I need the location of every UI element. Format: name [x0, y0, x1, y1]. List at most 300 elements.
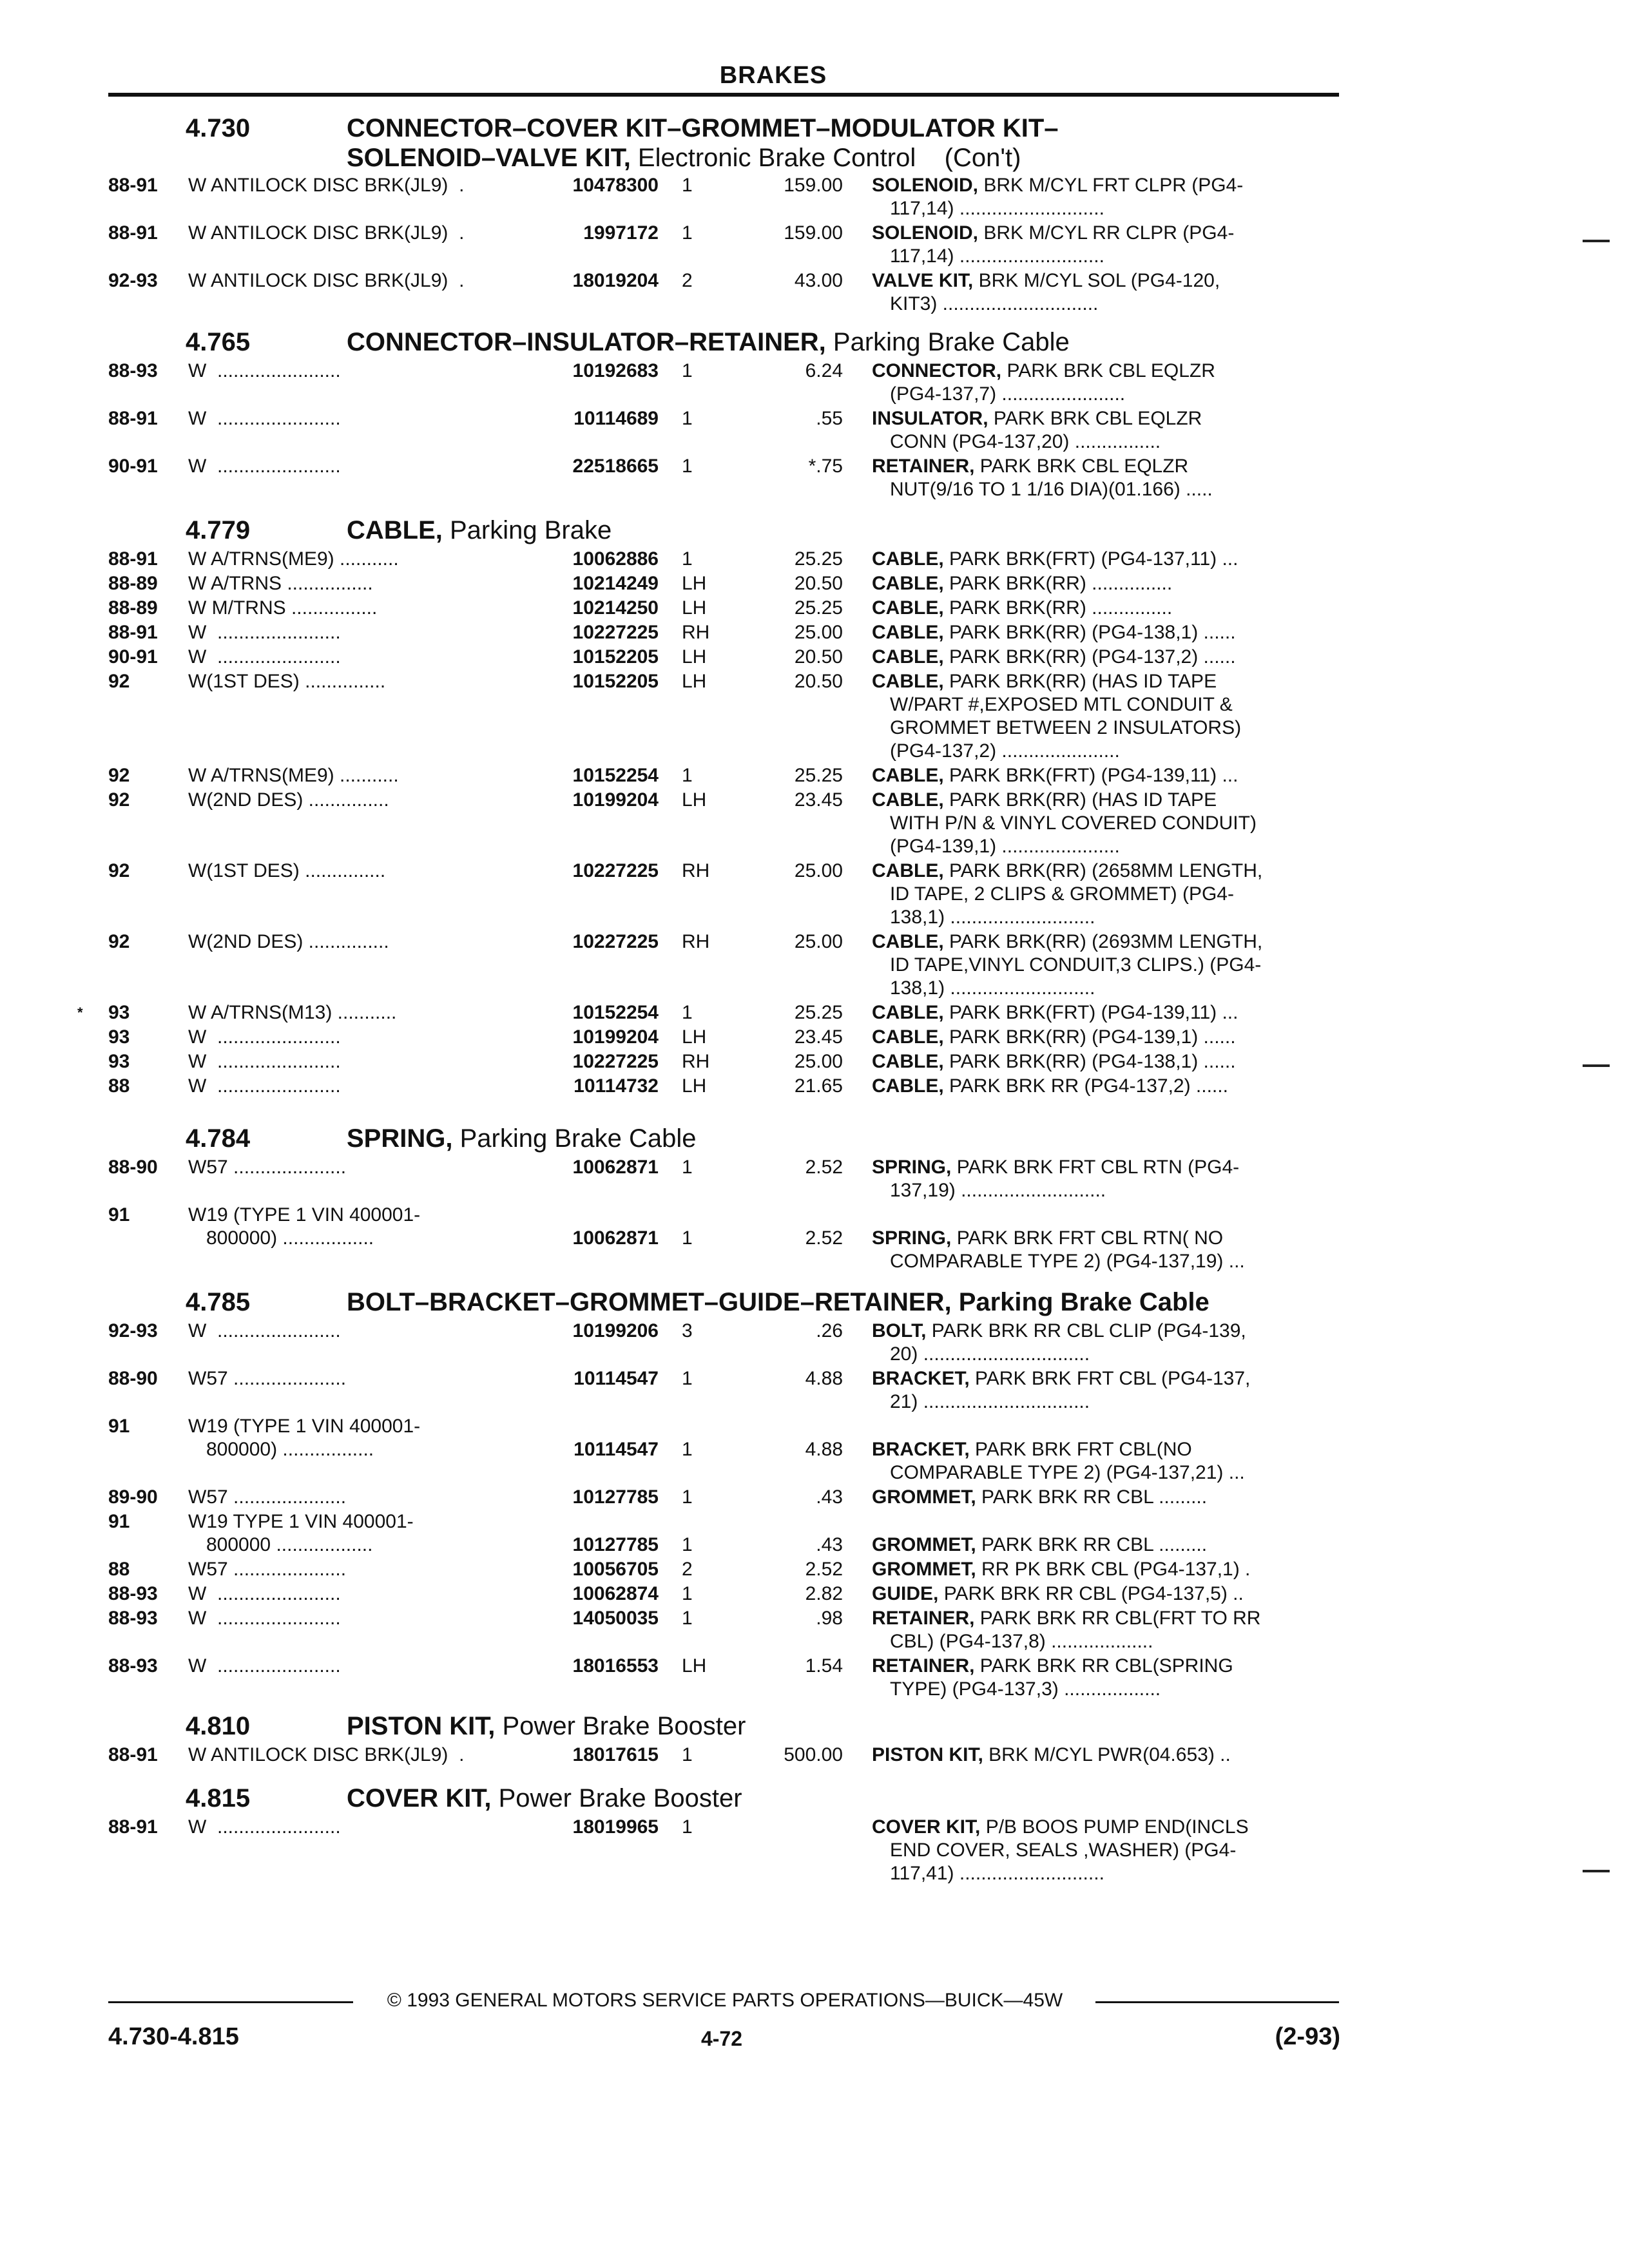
part-description — [872, 572, 1342, 595]
section-title-rest: Parking Brake Cable — [825, 328, 1070, 356]
part-name: CABLE, — [872, 789, 944, 811]
description-text: PARK BRK(FRT) (PG4-139,11) ... — [949, 1002, 1239, 1023]
part-description — [872, 1001, 1342, 1024]
part-name: SOLENOID, — [872, 222, 979, 244]
part-number: 10152205 — [572, 671, 659, 692]
part-number: 10056705 — [572, 1559, 659, 1580]
quantity: RH — [682, 931, 710, 952]
description-line: 137,19) ........................... — [890, 1180, 1106, 1201]
section-heading — [108, 1711, 1339, 1744]
part-name: CABLE, — [872, 597, 944, 619]
model-usage-line: W ....................... — [188, 360, 341, 381]
description-line — [872, 1075, 1342, 1098]
model-usage-line: W ANTILOCK DISC BRK(JL9) . — [188, 222, 470, 244]
part-row — [108, 1510, 1339, 1558]
part-description — [872, 764, 1342, 787]
part-number: 10114547 — [574, 1368, 659, 1389]
description-line: TYPE) (PG4-137,3) .................. — [890, 1678, 1161, 1700]
description-line: 21) ............................... — [890, 1391, 1090, 1412]
quantity: 1 — [682, 1608, 693, 1629]
description-line: 117,14) ........................... — [890, 198, 1104, 219]
section-title-rest: Power Brake Booster — [495, 1712, 746, 1740]
part-number: 10062886 — [572, 548, 659, 570]
part-name: CABLE, — [872, 931, 944, 952]
description-text: PARK BRK FRT CBL RTN (PG4- — [956, 1157, 1240, 1178]
quantity: LH — [682, 671, 707, 692]
model-usage-line: W ....................... — [188, 1026, 341, 1048]
part-description — [872, 174, 1342, 220]
quantity: 1 — [682, 1583, 693, 1604]
quantity: 1 — [682, 1744, 693, 1765]
section-4-765 — [108, 327, 1339, 503]
quantity: 1 — [682, 765, 693, 786]
model-usage-line: W19 (TYPE 1 VIN 400001- — [188, 1416, 421, 1437]
part-description — [872, 455, 1342, 501]
quantity: LH — [682, 1655, 707, 1677]
part-number: 10192683 — [572, 360, 659, 381]
description-text: PARK BRK FRT CBL (PG4-137, — [975, 1368, 1251, 1389]
price: 20.50 — [794, 646, 843, 668]
part-number: 10062871 — [572, 1227, 659, 1249]
description-line — [872, 174, 1342, 197]
section-heading — [108, 1287, 1339, 1320]
description-text: PARK BRK(RR) ............... — [949, 573, 1173, 594]
section-title — [347, 1783, 1313, 1813]
part-description — [872, 548, 1342, 571]
model-years: 88-93 — [108, 1583, 158, 1604]
model-years: 90-91 — [108, 646, 158, 668]
description-text: PARK BRK(RR) (PG4-139,1) ...... — [949, 1026, 1236, 1048]
description-line — [872, 789, 1342, 812]
part-row — [108, 670, 1339, 764]
change-marker: * — [77, 1004, 83, 1021]
model-usage-line: W A/TRNS(ME9) ........... — [188, 765, 399, 786]
part-name: RETAINER, — [872, 456, 975, 477]
description-text: PARK BRK(RR) ............... — [949, 597, 1173, 619]
description-text: BRK M/CYL RR CLPR (PG4- — [983, 222, 1235, 244]
price: 6.24 — [805, 360, 843, 381]
model-years: 90-91 — [108, 456, 158, 477]
model-years: 88 — [108, 1559, 130, 1580]
part-row — [77, 1001, 1339, 1026]
part-row — [108, 1582, 1339, 1607]
part-description — [872, 1050, 1342, 1073]
model-years: 92-93 — [108, 270, 158, 291]
part-number: 18016553 — [572, 1655, 659, 1677]
price: 500.00 — [784, 1744, 843, 1765]
part-number: 10062871 — [572, 1157, 659, 1178]
description-line — [872, 1001, 1342, 1024]
description-line — [872, 1816, 1342, 1839]
model-usage-line: W A/TRNS ................ — [188, 573, 373, 594]
description-line — [872, 360, 1342, 383]
section-number: 4.810 — [186, 1712, 251, 1740]
section-title-rest: Electronic Brake Control (Con't) — [630, 144, 1021, 172]
section-title — [347, 1711, 1313, 1741]
part-description — [872, 407, 1342, 454]
description-line — [872, 1227, 1342, 1250]
footer-copyright: © 1993 GENERAL MOTORS SERVICE PARTS OPERATIONS—BUICK—45W — [387, 1990, 1063, 2011]
description-line — [872, 1486, 1342, 1509]
description-line — [872, 572, 1342, 595]
description-text: PARK BRK RR CBL(FRT TO RR — [979, 1608, 1261, 1629]
section-heading — [108, 515, 1339, 548]
description-line: (PG4-137,7) ....................... — [890, 383, 1126, 405]
section-number: 4.730 — [186, 114, 251, 142]
part-description — [872, 1156, 1342, 1202]
quantity: 1 — [682, 1002, 693, 1023]
model-years: 88-91 — [108, 175, 158, 196]
price: 25.25 — [794, 597, 843, 619]
part-name: BOLT, — [872, 1320, 927, 1341]
model-years: 92-93 — [108, 1320, 158, 1341]
price: 159.00 — [784, 175, 843, 196]
model-years: 93 — [108, 1002, 130, 1023]
description-text: PARK BRK RR CBL ......... — [981, 1534, 1208, 1555]
model-usage-line: W ....................... — [188, 1608, 341, 1629]
part-number: 10478300 — [572, 175, 659, 196]
section-4-815 — [108, 1783, 1339, 1887]
section-heading — [108, 1124, 1339, 1156]
model-usage-line: W ANTILOCK DISC BRK(JL9) . — [188, 1744, 470, 1765]
description-line — [872, 597, 1342, 620]
model-years: 88-90 — [108, 1157, 158, 1178]
part-number: 10199206 — [572, 1320, 659, 1341]
section-4-730 — [108, 113, 1339, 317]
price: 2.82 — [805, 1583, 843, 1604]
description-line — [872, 1582, 1342, 1606]
part-description — [872, 621, 1342, 644]
model-usage-line: W ....................... — [188, 622, 341, 643]
part-name: RETAINER, — [872, 1608, 975, 1629]
price: .55 — [816, 408, 843, 429]
price: 23.45 — [794, 789, 843, 811]
part-description — [872, 360, 1342, 406]
part-name: BRACKET, — [872, 1368, 970, 1389]
description-line: 117,41) ........................... — [890, 1863, 1104, 1884]
part-name: VALVE KIT, — [872, 270, 974, 291]
model-usage-line: W A/TRNS(ME9) ........... — [188, 548, 399, 570]
model-years: 88-93 — [108, 360, 158, 381]
part-description — [872, 670, 1342, 763]
description-line: WITH P/N & VINYL COVERED CONDUIT) — [890, 812, 1257, 834]
part-name: INSULATOR, — [872, 408, 988, 429]
description-line: GROMMET BETWEEN 2 INSULATORS) — [890, 717, 1242, 738]
part-row — [108, 360, 1339, 407]
footer-section-range: 4.730-4.815 — [108, 2023, 239, 2050]
price: .26 — [816, 1320, 843, 1341]
part-row — [108, 222, 1339, 269]
part-name: CABLE, — [872, 622, 944, 643]
price: 2.52 — [805, 1559, 843, 1580]
description-line — [872, 670, 1342, 693]
description-line — [872, 222, 1342, 245]
quantity: 2 — [682, 270, 693, 291]
part-name: CABLE, — [872, 860, 944, 881]
quantity: 1 — [682, 1157, 693, 1178]
section-heading — [108, 113, 1339, 174]
price: 2.52 — [805, 1227, 843, 1249]
model-years: 92 — [108, 931, 130, 952]
description-line: (PG4-139,1) ...................... — [890, 836, 1120, 857]
part-name: CABLE, — [872, 573, 944, 594]
part-number: 10227225 — [572, 860, 659, 881]
description-line — [872, 407, 1342, 430]
model-usage-line: W19 (TYPE 1 VIN 400001- — [188, 1204, 421, 1225]
part-description — [872, 222, 1342, 268]
description-line: 138,1) ........................... — [890, 977, 1095, 999]
part-description — [872, 1075, 1342, 1098]
page-title: BRAKES — [719, 62, 827, 89]
section-title-rest: Parking Brake Cable — [452, 1124, 697, 1153]
description-line — [872, 860, 1342, 883]
price: .43 — [816, 1486, 843, 1508]
description-line: (PG4-137,2) ...................... — [890, 740, 1120, 762]
description-text: BRK M/CYL FRT CLPR (PG4- — [983, 175, 1244, 196]
part-row — [108, 548, 1339, 572]
quantity: 3 — [682, 1320, 693, 1341]
price: .43 — [816, 1534, 843, 1555]
part-description — [872, 1227, 1342, 1273]
price: 25.25 — [794, 765, 843, 786]
model-usage-line: W ....................... — [188, 646, 341, 668]
section-number: 4.815 — [186, 1784, 251, 1812]
quantity: 1 — [682, 1816, 693, 1838]
part-description — [872, 597, 1342, 620]
description-line — [872, 646, 1342, 669]
model-usage-line: W(2ND DES) ............... — [188, 789, 389, 811]
description-text: PARK BRK(RR) (PG4-138,1) ...... — [949, 622, 1236, 643]
description-line: ID TAPE,VINYL CONDUIT,3 CLIPS.) (PG4- — [890, 954, 1262, 975]
part-number: 10214250 — [572, 597, 659, 619]
part-name: COVER KIT, — [872, 1816, 981, 1838]
model-usage-line: W M/TRNS ................ — [188, 597, 378, 619]
model-usage-line: W57 ..................... — [188, 1368, 347, 1389]
description-line: KIT3) ............................. — [890, 293, 1099, 314]
model-years: 91 — [108, 1416, 130, 1437]
model-years: 92 — [108, 860, 130, 881]
section-4-784 — [108, 1124, 1339, 1274]
model-usage-line: W(1ST DES) ............... — [188, 860, 386, 881]
description-line: COMPARABLE TYPE 2) (PG4-137,21) ... — [890, 1462, 1245, 1483]
description-line: COMPARABLE TYPE 2) (PG4-137,19) ... — [890, 1251, 1245, 1272]
section-title-bold: CONNECTOR–COVER KIT–GROMMET–MODULATOR KIT– — [347, 114, 1059, 142]
section-title-bold: BOLT–BRACKET–GROMMET–GUIDE–RETAINER, Parking Brake Cable — [347, 1288, 1210, 1316]
part-row — [108, 597, 1339, 621]
model-years: 88-89 — [108, 573, 158, 594]
model-years: 88-91 — [108, 1744, 158, 1765]
model-years: 88-89 — [108, 597, 158, 619]
part-description — [872, 1026, 1342, 1049]
part-row — [108, 930, 1339, 1001]
part-number: 10127785 — [572, 1486, 659, 1508]
model-usage-line: W ....................... — [188, 1075, 341, 1097]
quantity: LH — [682, 1026, 707, 1048]
part-number: 10152205 — [572, 646, 659, 668]
model-usage-line: W ....................... — [188, 408, 341, 429]
section-title-rest: Power Brake Booster — [491, 1784, 742, 1812]
model-years: 92 — [108, 789, 130, 811]
section-title-bold: CABLE, — [347, 516, 443, 544]
part-number: 10227225 — [572, 1051, 659, 1072]
part-row — [108, 269, 1339, 317]
model-usage-line: W19 TYPE 1 VIN 400001- — [188, 1511, 414, 1532]
model-years: 93 — [108, 1026, 130, 1048]
part-description — [872, 860, 1342, 929]
part-description — [872, 1558, 1342, 1581]
part-row — [108, 572, 1339, 597]
model-usage-line: 800000) ................. — [206, 1227, 374, 1249]
section-4-785 — [108, 1287, 1339, 1702]
description-line — [872, 1320, 1342, 1343]
part-number: 10062874 — [572, 1583, 659, 1604]
description-text: PARK BRK RR CBL CLIP (PG4-139, — [931, 1320, 1246, 1341]
section-title-bold: SPRING, — [347, 1124, 453, 1153]
part-number: 18019965 — [572, 1816, 659, 1838]
part-number: 10152254 — [572, 1002, 659, 1023]
quantity: RH — [682, 1051, 710, 1072]
price: 4.88 — [805, 1368, 843, 1389]
part-row — [108, 455, 1339, 503]
part-row — [108, 1744, 1339, 1768]
model-years: 88-93 — [108, 1655, 158, 1677]
description-line: 138,1) ........................... — [890, 907, 1095, 928]
price: 20.50 — [794, 671, 843, 692]
price: 20.50 — [794, 573, 843, 594]
quantity: 1 — [682, 1534, 693, 1555]
part-name: CABLE, — [872, 765, 944, 786]
part-description — [872, 1533, 1342, 1557]
part-description — [872, 1486, 1342, 1509]
part-number: 10227225 — [572, 622, 659, 643]
description-text: PARK BRK FRT CBL(NO — [975, 1439, 1192, 1460]
model-years: 92 — [108, 671, 130, 692]
quantity: 1 — [682, 408, 693, 429]
section-title-bold: CONNECTOR–INSULATOR–RETAINER, — [347, 328, 826, 356]
part-description — [872, 1816, 1342, 1885]
description-line — [872, 548, 1342, 571]
model-usage-line: W ....................... — [188, 1816, 341, 1838]
part-number: 14050035 — [572, 1608, 659, 1629]
part-row — [108, 407, 1339, 455]
description-line — [872, 1050, 1342, 1073]
part-name: GROMMET, — [872, 1534, 976, 1555]
description-line: NUT(9/16 TO 1 1/16 DIA)(01.166) ..... — [890, 479, 1213, 500]
section-title — [347, 515, 1313, 545]
part-row — [108, 1486, 1339, 1510]
part-name: SOLENOID, — [872, 175, 979, 196]
model-years: 91 — [108, 1511, 130, 1532]
part-number: 10227225 — [572, 931, 659, 952]
quantity: RH — [682, 860, 710, 881]
quantity: 1 — [682, 1227, 693, 1249]
description-text: PARK BRK RR CBL (PG4-137,5) .. — [943, 1583, 1244, 1604]
model-usage-line: W ANTILOCK DISC BRK(JL9) . — [188, 175, 470, 196]
quantity: RH — [682, 622, 710, 643]
section-title-bold: SOLENOID–VALVE KIT, — [347, 144, 631, 172]
description-line — [872, 1438, 1342, 1461]
part-description — [872, 1367, 1342, 1414]
part-description — [872, 930, 1342, 1000]
model-years: 88-91 — [108, 548, 158, 570]
part-row — [108, 1607, 1339, 1655]
price: 23.45 — [794, 1026, 843, 1048]
part-row — [108, 1415, 1339, 1486]
part-description — [872, 1438, 1342, 1485]
description-line: END COVER, SEALS ,WASHER) (PG4- — [890, 1840, 1237, 1861]
part-name: CABLE, — [872, 1002, 944, 1023]
description-line: CBL) (PG4-137,8) ................... — [890, 1631, 1153, 1652]
description-line — [872, 1607, 1342, 1630]
model-usage-line: W57 ..................... — [188, 1559, 347, 1580]
description-text: PARK BRK CBL EQLZR — [979, 456, 1189, 477]
part-number: 10152254 — [572, 765, 659, 786]
description-line: W/PART #,EXPOSED MTL CONDUIT & — [890, 694, 1233, 715]
description-text: PARK BRK(RR) (HAS ID TAPE — [949, 671, 1217, 692]
quantity: 2 — [682, 1559, 693, 1580]
model-years: 88-91 — [108, 408, 158, 429]
quantity: 1 — [682, 1486, 693, 1508]
price: 25.00 — [794, 860, 843, 881]
quantity: 1 — [682, 360, 693, 381]
part-number: 10199204 — [572, 789, 659, 811]
part-name: RETAINER, — [872, 1655, 975, 1677]
price: 4.88 — [805, 1439, 843, 1460]
part-name: GROMMET, — [872, 1559, 976, 1580]
quantity: 1 — [682, 175, 693, 196]
description-line — [872, 1156, 1342, 1179]
description-text: PARK BRK FRT CBL RTN( NO — [956, 1227, 1224, 1249]
part-name: CABLE, — [872, 671, 944, 692]
price: 25.25 — [794, 1002, 843, 1023]
part-row — [108, 1816, 1339, 1887]
description-text: P/B BOOS PUMP END(INCLS — [985, 1816, 1249, 1838]
model-usage-line: W57 ..................... — [188, 1486, 347, 1508]
price: 43.00 — [794, 270, 843, 291]
model-usage-line: W ANTILOCK DISC BRK(JL9) . — [188, 270, 470, 291]
description-line: 117,14) ........................... — [890, 245, 1104, 267]
description-text: PARK BRK(RR) (2658MM LENGTH, — [949, 860, 1263, 881]
quantity: LH — [682, 573, 707, 594]
description-line: ID TAPE, 2 CLIPS & GROMMET) (PG4- — [890, 883, 1234, 905]
model-years: 89-90 — [108, 1486, 158, 1508]
section-number: 4.784 — [186, 1124, 251, 1153]
section-number: 4.765 — [186, 328, 251, 356]
part-description — [872, 789, 1342, 858]
part-row — [108, 1655, 1339, 1702]
description-text: PARK BRK CBL EQLZR — [1007, 360, 1215, 381]
model-usage-line: W57 ..................... — [188, 1157, 347, 1178]
description-line — [872, 1558, 1342, 1581]
quantity: LH — [682, 789, 707, 811]
description-line — [872, 764, 1342, 787]
section-number: 4.785 — [186, 1288, 251, 1316]
section-title-bold: COVER KIT, — [347, 1784, 492, 1812]
part-row — [108, 1320, 1339, 1367]
part-number: 10127785 — [572, 1534, 659, 1555]
part-row — [108, 1367, 1339, 1415]
description-text: RR PK BRK CBL (PG4-137,1) . — [981, 1559, 1251, 1580]
description-text: BRK M/CYL SOL (PG4-120, — [978, 270, 1220, 291]
price: *.75 — [808, 456, 843, 477]
description-line — [872, 1533, 1342, 1557]
part-number: 18017615 — [572, 1744, 659, 1765]
model-years: 93 — [108, 1051, 130, 1072]
model-years: 88-93 — [108, 1608, 158, 1629]
margin-mark — [1583, 240, 1610, 242]
quantity: LH — [682, 597, 707, 619]
section-4-779 — [77, 515, 1339, 1099]
